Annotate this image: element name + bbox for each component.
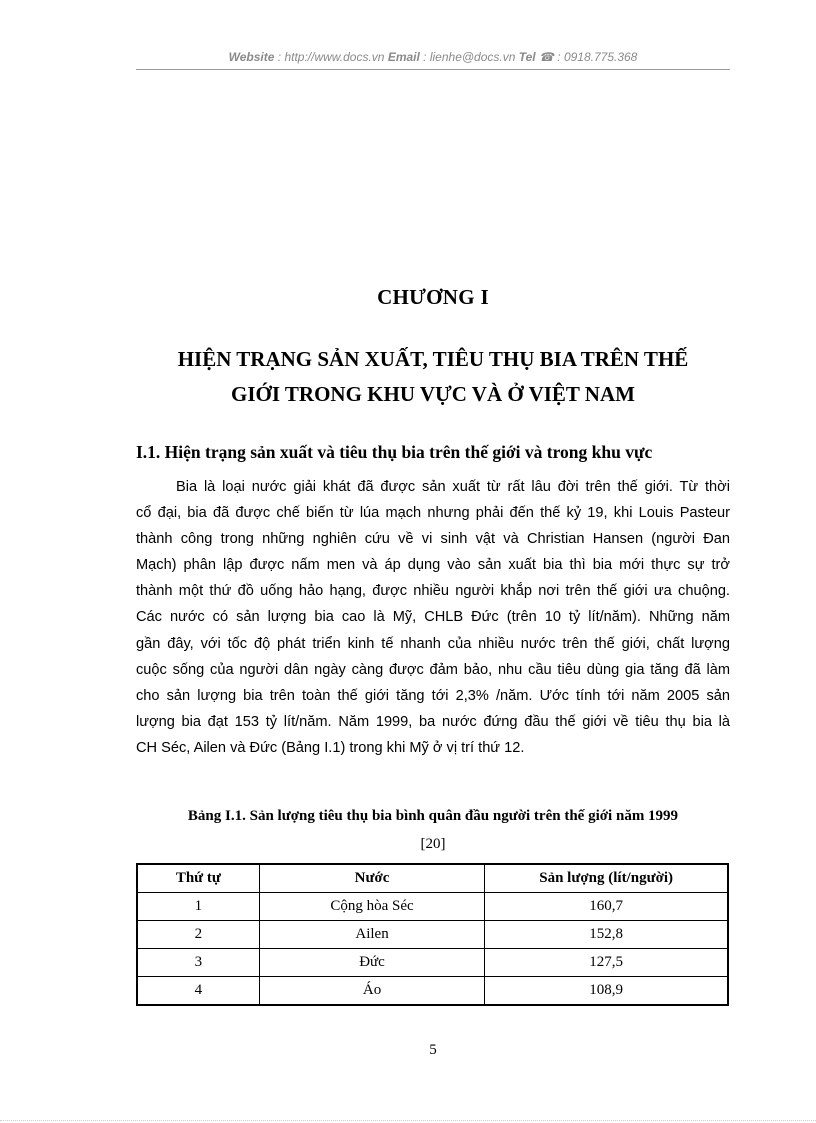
cell-country: Ailen — [259, 921, 485, 949]
email-label: Email — [387, 50, 420, 64]
section-heading: I.1. Hiện trạng sản xuất và tiêu thụ bia trên thế giới và trong khu vực — [136, 442, 653, 462]
table-caption: Bảng I.1. Sản lượng tiêu thụ bia bình quân đầu người trên thế giới năm 1999 — [187, 808, 679, 824]
cell-rank: 2 — [137, 921, 259, 949]
table-row — [137, 949, 728, 977]
paragraph-line: gần đây, với tốc độ phát triển kinh tế nhanh của nhiều nước trên thế giới, chất lượng — [136, 635, 730, 652]
header-divider — [136, 69, 730, 70]
consumption-table — [136, 863, 729, 1006]
chapter-title — [120, 342, 746, 412]
table-source-reference: [20] — [420, 836, 446, 852]
table-header-row — [137, 864, 728, 893]
table-row — [137, 921, 728, 949]
cell-volume: 108,9 — [485, 977, 728, 1006]
paragraph-line: cho sản lượng bia trên toàn thế giới tăng tới 2,3% /năm. Ước tính tới năm 2005 sản — [136, 687, 730, 704]
paragraph-line: Mạch) phân lập được nấm men và áp dụng vào sản xuất bia thì bia mới thực sự trở — [136, 557, 730, 574]
cell-rank: 3 — [137, 949, 259, 977]
chapter-title-line-2: GIỚI TRONG KHU VỰC VÀ Ở VIỆT NAM — [231, 382, 635, 406]
cell-rank: 1 — [137, 893, 259, 921]
page-header — [136, 50, 730, 64]
paragraph-line: CH Séc, Ailen và Đức (Bảng I.1) trong khi Mỹ ở vị trí thứ 12. — [136, 739, 525, 756]
column-header-volume: Sản lượng (lít/người) — [485, 864, 728, 893]
cell-volume: 152,8 — [485, 921, 728, 949]
website-value: : http://www.docs.vn — [274, 50, 388, 64]
cell-country: Đức — [259, 949, 485, 977]
cell-rank: 4 — [137, 977, 259, 1006]
paragraph-line: cuộc sống của người dân ngày càng được đảm bảo, nhu cầu tiêu dùng gia tăng đã làm — [136, 661, 730, 678]
paragraph-line: Bia là loại nước giải khát đã được sản xuất từ rất lâu đời trên thế giới. Từ thời — [176, 479, 730, 495]
page-bottom-divider — [0, 1120, 816, 1121]
cell-country: Áo — [259, 977, 485, 1006]
column-header-rank: Thứ tự — [137, 864, 259, 893]
table-row — [137, 977, 728, 1006]
cell-volume: 127,5 — [485, 949, 728, 977]
table-row — [137, 893, 728, 921]
page-number: 5 — [429, 1042, 437, 1058]
paragraph-line: lượng bia đạt 153 tỷ lít/năm. Năm 1999, ba nước đứng đầu thế giới về tiêu thụ bia là — [136, 713, 730, 730]
tel-value: ☎ : 0918.775.368 — [535, 50, 638, 64]
chapter-title-line-1: HIỆN TRẠNG SẢN XUẤT, TIÊU THỤ BIA TRÊN THẾ — [177, 347, 689, 371]
chapter-heading: CHƯƠNG I — [377, 285, 489, 309]
email-value: : lienhe@docs.vn — [419, 50, 519, 64]
cell-country: Cộng hòa Séc — [259, 893, 485, 921]
tel-label: Tel — [518, 50, 536, 64]
website-label: Website — [228, 50, 275, 64]
paragraph-line: thành một thứ đồ uống hảo hạng, được nhiều người khắp nơi trên thế giới ưa chuộng. — [136, 583, 730, 600]
body-paragraph — [136, 474, 730, 761]
paragraph-line: cổ đại, bia đã được chế biến từ lúa mạch nhưng phải đến thế kỷ 19, khi Louis Pasteur — [136, 505, 730, 522]
column-header-country: Nước — [259, 864, 485, 893]
cell-volume: 160,7 — [485, 893, 728, 921]
paragraph-line: Các nước có sản lượng bia cao là Mỹ, CHLB Đức (trên 10 tỷ lít/năm). Những năm — [136, 609, 730, 626]
paragraph-line: thành công trong những nghiên cứu về vi sinh vật và Christian Hansen (người Đan — [136, 531, 730, 548]
